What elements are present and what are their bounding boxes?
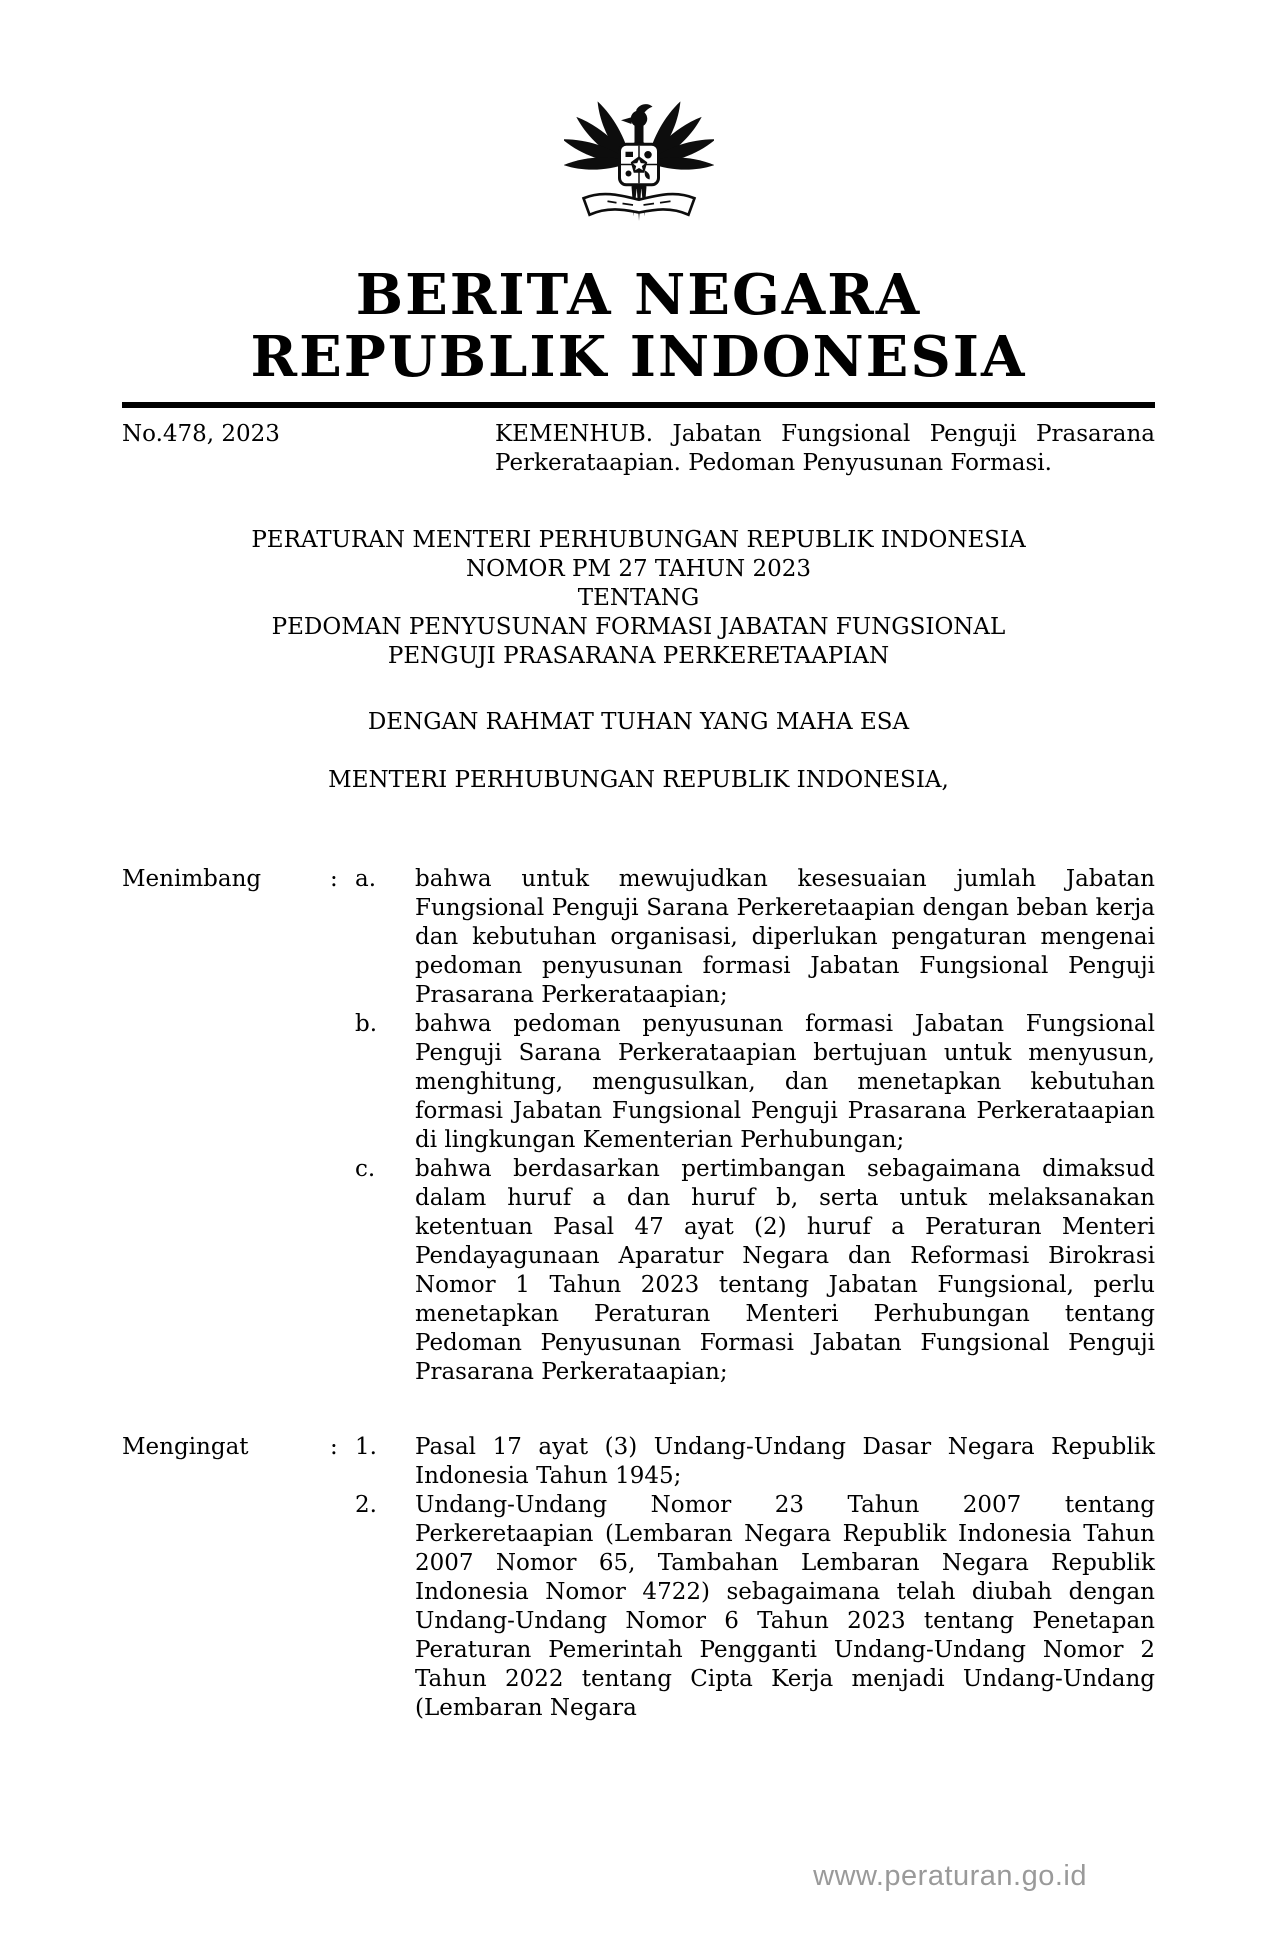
docket-abstract: KEMENHUB. Jabatan Fungsional Penguji Prasarana Perkerataapian. Pedoman Penyusunan Formasi. <box>495 421 1155 476</box>
title-line: PERATURAN MENTERI PERHUBUNGAN REPUBLIK INDONESIA <box>251 527 1026 553</box>
docket-row <box>122 420 1155 478</box>
considering-label: Menimbang <box>122 866 262 892</box>
masthead-divider <box>122 402 1155 408</box>
recalling-colon: : <box>330 1434 338 1460</box>
invocation-line: DENGAN RAHMAT TUHAN YANG MAHA ESA <box>367 709 910 735</box>
item-text: bahwa pedoman penyusunan formasi Jabatan Fungsional Penguji Sarana Perkerataapian bertujuan untuk menyusun, menghitung, mengusulkan, dan menetapkan kebutuhan formasi Jabatan Fungsional Penguji Prasarana Perkerataapian di lingkungan Kementerian Perhubungan; <box>415 1011 1155 1153</box>
item-text: bahwa berdasarkan pertimbangan sebagaimana dimaksud dalam huruf a dan huruf b, serta untuk melaksanakan ketentuan Pasal 47 ayat (2) huruf a Peraturan Menteri Pendayagunaan Aparatur Negara dan Reformasi Birokrasi Nomor 1 Tahun 2023 tentang Jabatan Fungsional, perlu menetapkan Peraturan Menteri Perhubungan tentang Pedoman Penyusunan Formasi Jabatan Fungsional Penguji Prasarana Perkerataapian; <box>415 1156 1155 1385</box>
masthead-title-line2: REPUBLIK INDONESIA <box>250 324 1027 390</box>
recalling-items <box>355 1433 1155 1723</box>
item-marker: c. <box>355 1156 376 1182</box>
considering-items <box>355 865 1155 1387</box>
recalling-label: Mengingat <box>122 1434 249 1460</box>
enacting-official-line: MENTERI PERHUBUNGAN REPUBLIK INDONESIA, <box>328 767 949 793</box>
item-marker: a. <box>355 866 377 892</box>
garuda-pancasila-icon <box>564 84 714 242</box>
masthead-title-line1: BERITA NEGARA <box>355 262 922 328</box>
considering-colon: : <box>330 866 338 892</box>
masthead <box>122 264 1155 388</box>
gazette-number: No.478, 2023 <box>122 421 280 447</box>
item-text: bahwa untuk mewujudkan kesesuaian jumlah Jabatan Fungsional Penguji Sarana Perkeretaapian dengan beban kerja dan kebutuhan organisasi, diperlukan pengaturan mengenai pedoman penyusunan formasi Jabatan Fungsional Penguji Prasarana Perkerataapian; <box>415 866 1155 1008</box>
recalling-item-1 <box>355 1433 1155 1491</box>
item-marker: 1. <box>355 1434 377 1460</box>
recalling-item-2 <box>355 1491 1155 1723</box>
title-line: PENGUJI PRASARANA PERKERETAAPIAN <box>387 643 890 669</box>
recalling-section <box>122 1433 1155 1723</box>
title-line: TENTANG <box>577 585 700 611</box>
item-marker: 2. <box>355 1492 377 1518</box>
regulation-title <box>122 526 1155 671</box>
item-marker: b. <box>355 1011 378 1037</box>
watermark-url: www.peraturan.go.id <box>813 1860 1087 1892</box>
item-text: Pasal 17 ayat (3) Undang-Undang Dasar Negara Republik Indonesia Tahun 1945; <box>415 1434 1155 1489</box>
item-text: Undang-Undang Nomor 23 Tahun 2007 tentang Perkeretaapian (Lembaran Negara Republik Indonesia Tahun 2007 Nomor 65, Tambahan Lembaran Negara Republik Indonesia Nomor 4722) sebagaimana telah diubah dengan Undang-Undang Nomor 6 Tahun 2023 tentang Penetapan Peraturan Pemerintah Pengganti Undang-Undang Nomor 2 Tahun 2022 tentang Cipta Kerja menjadi Undang-Undang (Lembaran Negara <box>415 1492 1155 1721</box>
considering-item-c <box>355 1155 1155 1387</box>
considering-item-a <box>355 865 1155 1010</box>
considering-item-b <box>355 1010 1155 1155</box>
title-line: PEDOMAN PENYUSUNAN FORMASI JABATAN FUNGSIONAL <box>271 614 1006 640</box>
considering-section <box>122 865 1155 1387</box>
emblem-container <box>122 0 1155 246</box>
title-line: NOMOR PM 27 TAHUN 2023 <box>465 556 812 582</box>
